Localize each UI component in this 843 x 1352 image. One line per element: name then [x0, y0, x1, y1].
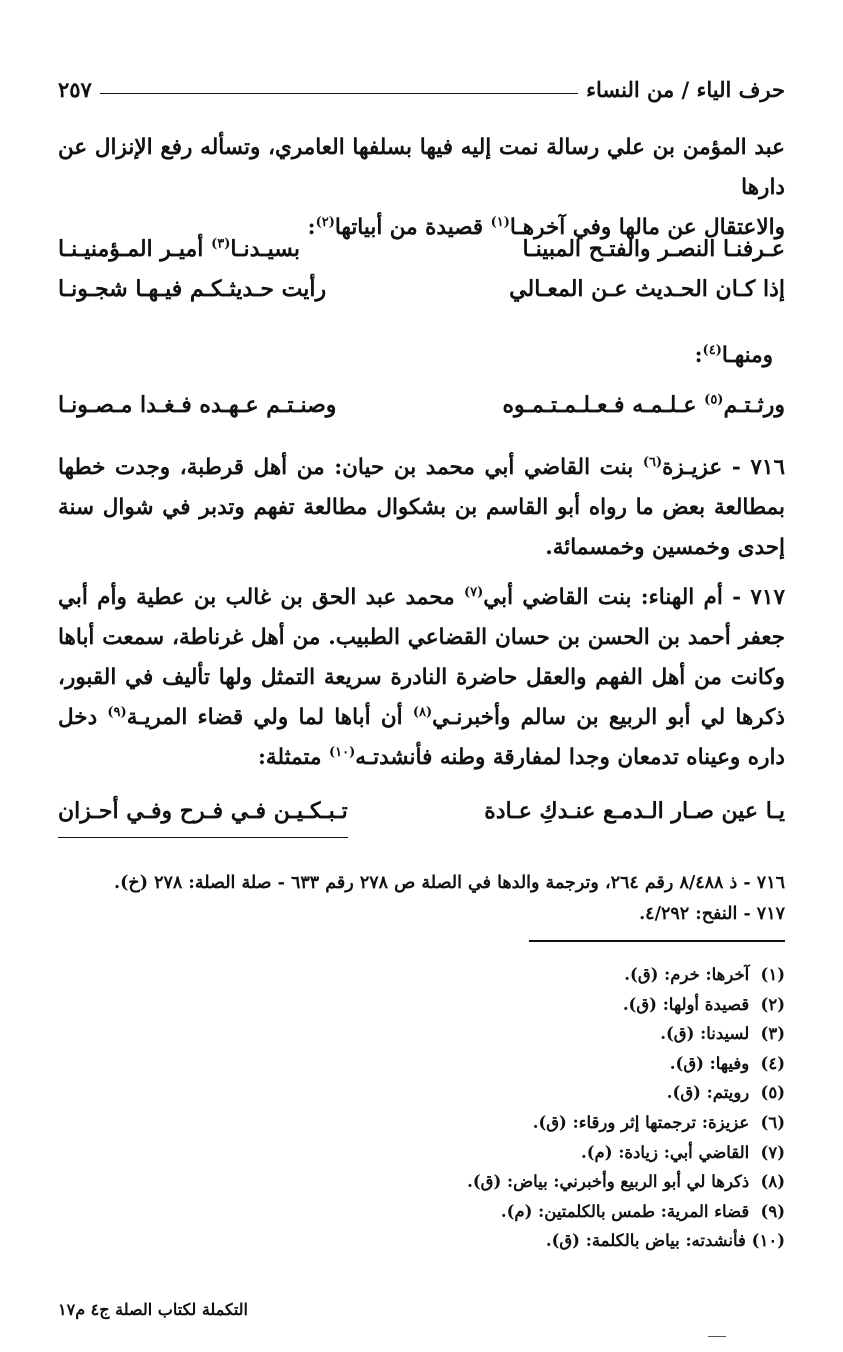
intro-text-a: والاعتقال عن مالها وفي آخرهـا — [509, 215, 785, 240]
verse-4-first-hemistich: يـا عين صـار الـدمـع عنـدكِ عـادة — [484, 798, 785, 824]
footnote-text: قصيدة أولها: (ق). — [622, 994, 750, 1014]
footnote-number: (٣) — [760, 1024, 785, 1044]
footnote-number: (٨) — [760, 1172, 785, 1192]
footnotes-list — [58, 960, 785, 1256]
footnote-text: قضاء المرية: طمس بالكلمتين: (م). — [500, 1201, 750, 1221]
footnote-number: (٦) — [760, 1112, 785, 1132]
footnote-number: (٢) — [760, 994, 785, 1014]
footnote — [58, 990, 785, 1020]
intro-line-1: عبد المؤمن بن علي رسالة نمت إليه فيها بسلفها العامري، وتسأله رفع الإنزال عن دارها — [58, 135, 785, 200]
footnote — [58, 1019, 785, 1049]
sources-block — [58, 868, 785, 930]
footnote — [58, 1138, 785, 1168]
footnote-ref-3: (٣) — [211, 236, 231, 252]
footnote-divider — [529, 940, 785, 942]
verse-1-first-hemistich: عـرفنـا النصـر والفتـح المبينـا — [522, 236, 785, 262]
verse-3-text-a: ورثـتـم — [723, 392, 785, 418]
footnote-number: (١) — [760, 965, 785, 984]
source-line-716: ٧١٦ - ذ ٨/٤٨٨ رقم ٢٦٤، وترجمة والدها في الصلة ص ٢٧٨ رقم ٦٣٣ - صلة الصلة: ٢٧٨ (خ). — [114, 873, 785, 893]
footnote-number: (١٠) — [751, 1231, 785, 1251]
source-line-717: ٧١٧ - النفح: ٤/٢٩٢. — [639, 904, 785, 924]
minha-colon: : — [694, 343, 703, 368]
verse-line-3 — [58, 392, 785, 432]
footnote-ref-8: (٨) — [412, 704, 433, 720]
and-from-it-label — [695, 336, 773, 376]
printer-signature: التكملة لكتاب الصلة ج٤ م١٧ — [58, 1300, 248, 1319]
footnote-ref-4: (٤) — [702, 342, 722, 358]
verse-2-second-hemistich: رأيت حـديثـكـم فيـهـا شجـونـا — [58, 276, 327, 302]
verse-1-text-a: بسيـدنـا — [230, 236, 301, 262]
footnote-number: (٤) — [760, 1053, 785, 1073]
entry-716-text-b: بنت القاضي أبي محمد بن حيان: من أهل قرطبة، وجدت خطها بمطالعة بعض ما رواه أبو القاسم بن بشكوال مطالعة تفهم وتدبر في شوال سنة إحدى وخمسين وخمسمائة. — [58, 455, 785, 560]
footnote-text: عزيزة: ترجمتها إثر ورقاء: (ق). — [532, 1112, 750, 1132]
footnote-text: فأنشدته: بياض بالكلمة: (ق). — [545, 1231, 746, 1251]
footnote-ref-10: (١٠) — [328, 744, 356, 760]
footnote — [58, 1049, 785, 1079]
verse-line-4 — [58, 798, 785, 838]
verse-3-first-hemistich — [503, 392, 785, 432]
verse-3-text-b: عـلـمـه فـعـلـمـتـمـوه — [502, 392, 705, 418]
footnote-text: آخرها: خرم: (ق). — [624, 965, 750, 984]
intro-text-b: قصيدة من أبياتها — [334, 215, 491, 240]
header-rule — [100, 93, 578, 94]
footnote-text: القاضي أبي: زيادة: (م). — [581, 1142, 750, 1162]
page-number: ٢٥٧ — [58, 76, 92, 102]
footnote-ref-2: (٢) — [315, 214, 335, 230]
footnote — [58, 1197, 785, 1227]
footnote-text: وفيها: (ق). — [669, 1053, 750, 1073]
entry-717-text-c: أن أباها لما ولي قضاء المريـة — [126, 705, 413, 730]
bottom-mark — [708, 1336, 726, 1337]
entry-716 — [58, 448, 785, 568]
chapter-title: حرف الياء / من النساء — [586, 76, 785, 102]
footnote — [58, 1108, 785, 1138]
footnote-text: لسيدنا: (ق). — [660, 1024, 750, 1044]
entry-717-text-b: محمد عبد الحق بن غالب بن عطية وأم أبي جعفر أحمد بن الحسن بن حسان القضاعي الطبيب. من أهل غرناطة، سمعت أباها وكانت من أهل الفهم والعقل حاضرة النادرة سريعة التمثل ولها تأليف في القبور، ذكرها لي أبو الربيع بن سالم وأخبرنـي — [58, 585, 785, 730]
footnote — [58, 960, 785, 990]
footnote-text: ذكرها لي أبو الربيع وأخبرني: بياض: (ق). — [467, 1172, 750, 1192]
footnote-text: رويتم: (ق). — [666, 1083, 750, 1103]
verse-1-text-b: أميـر المـؤمنيـنـا — [58, 236, 212, 262]
verse-3-second-hemistich: وصنـتـم عـهـده فـغـدا مـصـونـا — [58, 392, 337, 418]
footnote-number: (٧) — [760, 1142, 785, 1162]
entry-717-text-d: دخل داره وعيناه تدمعان وجدا لمفارقة وطنه فأنشدتـه — [58, 705, 785, 770]
footnote-ref-1: (١) — [490, 214, 510, 230]
running-header — [58, 72, 785, 106]
verse-2-first-hemistich: إذا كـان الحـديث عـن المعـالي — [509, 276, 785, 302]
footnote-ref-7: (٧) — [463, 584, 484, 600]
verse-1-second-hemistich — [58, 236, 300, 276]
footnote — [58, 1167, 785, 1197]
verse-line-1 — [58, 236, 785, 276]
entry-717-text-e: متمثلة: — [257, 745, 329, 770]
footnote-ref-5: (٥) — [704, 392, 724, 408]
footnote-ref-6: (٦) — [642, 454, 663, 470]
intro-text-c: : — [307, 215, 316, 240]
footnote — [58, 1226, 785, 1256]
footnote-number: (٥) — [760, 1083, 785, 1103]
minha-text: ومنهـا — [721, 343, 773, 368]
intro-paragraph — [58, 128, 785, 248]
footnote-ref-9: (٩) — [107, 704, 127, 720]
footnote-number: (٩) — [760, 1201, 785, 1221]
entry-716-text-a: ٧١٦ - عزيـزة — [662, 455, 785, 480]
verse-line-2 — [58, 276, 785, 316]
entry-717 — [58, 578, 785, 778]
verse-4-second-hemistich: تـبـكـيـن فـي فـرح وفـي أحـزان — [58, 798, 348, 838]
footnote — [58, 1078, 785, 1108]
entry-717-text-a: ٧١٧ - أم الهناء: بنت القاضي أبي — [483, 585, 786, 610]
